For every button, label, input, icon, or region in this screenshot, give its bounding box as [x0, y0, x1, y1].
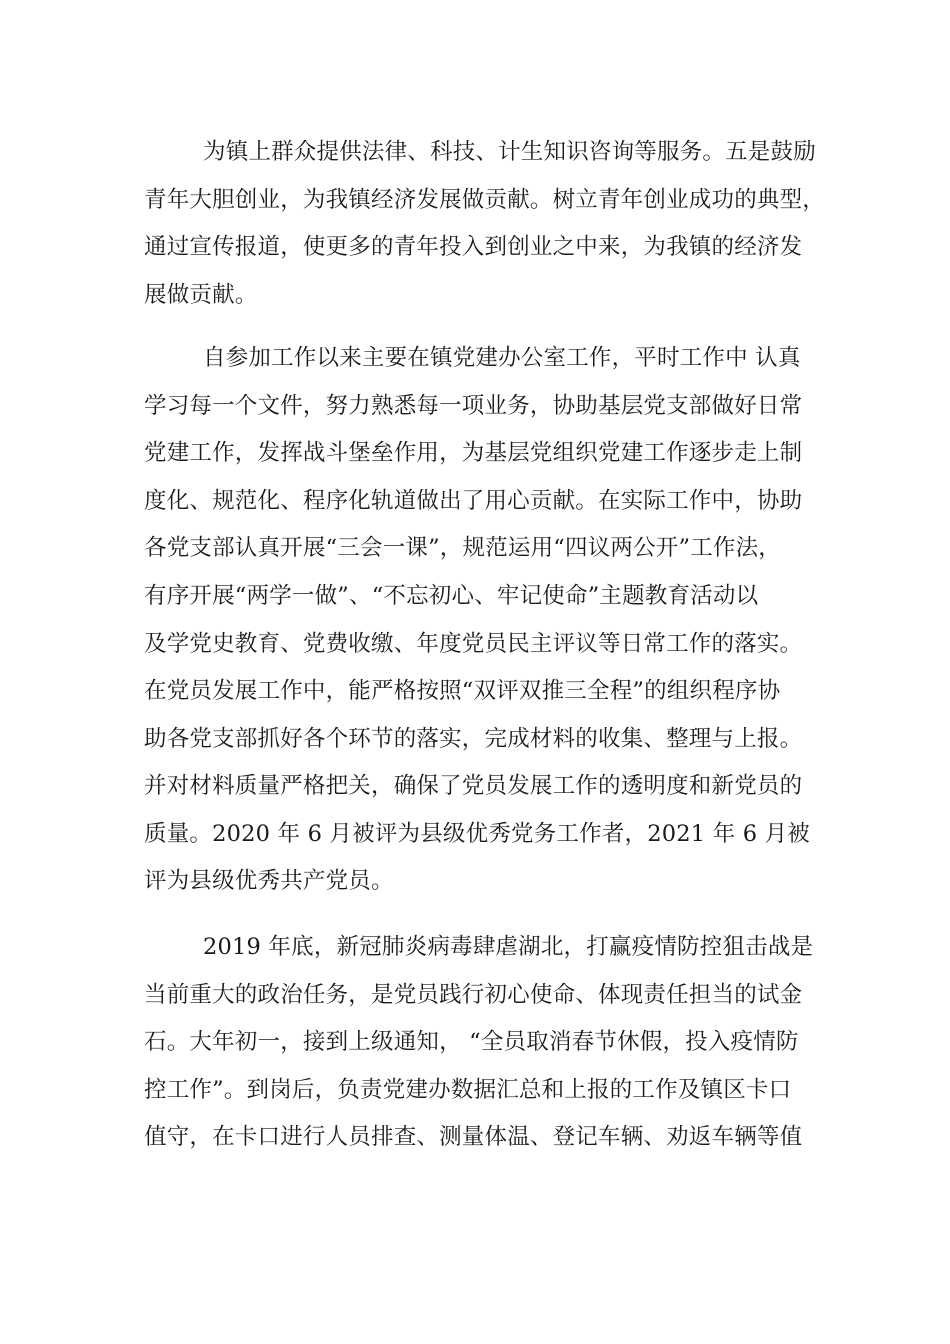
- paragraph-3-line-3: 石。大年初一，接到上级通知， “全员取消春节休假，投入疫情防: [144, 1029, 799, 1055]
- paragraph-3-line-1: 2019 年底，新冠肺炎病毒肆虐湖北，打赢疫情防控狙击战是: [203, 934, 814, 960]
- paragraph-2-line-3: 党建工作，发挥战斗堡垒作用，为基层党组织党建工作逐步走上制: [144, 440, 803, 466]
- paragraph-1-line-1: 为镇上群众提供法律、科技、计生知识咨询等服务。五是鼓励: [203, 139, 816, 165]
- paragraph-2-line-9: 助各党支部抓好各个环节的落实，完成材料的收集、整理与上报。: [144, 726, 803, 752]
- paragraph-2-line-7: 及学党史教育、党费收缴、年度党员民主评议等日常工作的落实。: [144, 631, 803, 657]
- paragraph-2-line-4: 度化、规范化、程序化轨道做出了用心贡献。在实际工作中，协助: [144, 488, 803, 514]
- paragraph-1-line-4: 展做贡献。: [144, 282, 258, 308]
- paragraph-2-line-2: 学习每一个文件，努力熟悉每一项业务，协助基层党支部做好日常: [144, 393, 803, 419]
- paragraph-1-line-3: 通过宣传报道，使更多的青年投入到创业之中来，为我镇的经济发: [144, 234, 803, 260]
- paragraph-2-line-8: 在党员发展工作中，能严格按照“双评双推三全程”的组织程序协: [144, 678, 781, 704]
- paragraph-1-line-2: 青年大胆创业，为我镇经济发展做贡献。树立青年创业成功的典型，: [144, 187, 826, 213]
- paragraph-2-line-12: 评为县级优秀共产党员。: [144, 868, 394, 894]
- paragraph-3-line-2: 当前重大的政治任务，是党员践行初心使命、体现责任担当的试金: [144, 982, 803, 1008]
- paragraph-2-line-1: 自参加工作以来主要在镇党建办公室工作，平时工作中 认真: [203, 345, 801, 371]
- paragraph-2-line-11: 质量。2020 年 6 月被评为县级优秀党务工作者，2021 年 6 月被: [144, 821, 810, 847]
- paragraph-2-line-10: 并对材料质量严格把关，确保了党员发展工作的透明度和新党员的: [144, 773, 803, 799]
- paragraph-2-line-5: 各党支部认真开展“三会一课”，规范运用“四议两公开”工作法，: [144, 535, 782, 561]
- paragraph-2-line-6: 有序开展“两学一做”、“不忘初心、牢记使命”主题教育活动以: [144, 583, 759, 609]
- paragraph-3-line-5: 值守，在卡口进行人员排查、测量体温、登记车辆、劝返车辆等值: [144, 1124, 803, 1150]
- paragraph-3-line-4: 控工作”。到岗后，负责党建办数据汇总和上报的工作及镇区卡口: [144, 1077, 792, 1103]
